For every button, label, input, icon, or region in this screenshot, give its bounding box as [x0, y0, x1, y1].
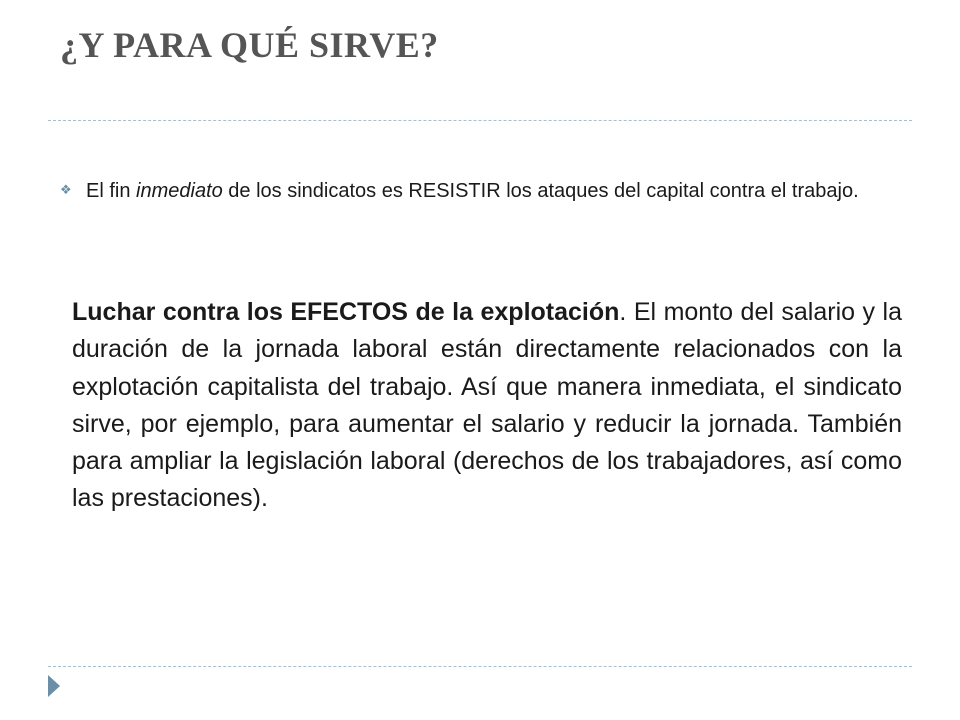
slide-title: ¿Y PARA QUÉ SIRVE?	[60, 25, 439, 65]
bullet-text-part2: de los sindicatos es RESISTIR los ataques del capital contra el trabajo.	[222, 180, 859, 202]
bullet-text	[86, 178, 859, 205]
bullet-text-part1: El fin	[86, 180, 137, 202]
top-divider	[48, 120, 912, 121]
paragraph-bold-lead: Luchar contra los EFECTOS de la explotación	[72, 298, 620, 326]
play-arrow-icon[interactable]	[48, 675, 60, 697]
diamond-bullet-icon: ❖	[60, 182, 72, 197]
bullet-text-italic: inmediato	[136, 180, 223, 202]
bottom-divider	[48, 666, 912, 667]
bullet-item	[60, 178, 902, 205]
body-paragraph	[72, 294, 902, 518]
paragraph-rest: . El monto del salario y la duración de la jornada laboral están directamente relacionados con la explotación capitalista del trabajo. Así que manera inmediata, el sindicato sirve, por ejemplo, para aumentar el salario y reducir la jornada. También para ampliar la legislación laboral (derechos de los trabajadores, así como las prestaciones).	[72, 298, 903, 513]
